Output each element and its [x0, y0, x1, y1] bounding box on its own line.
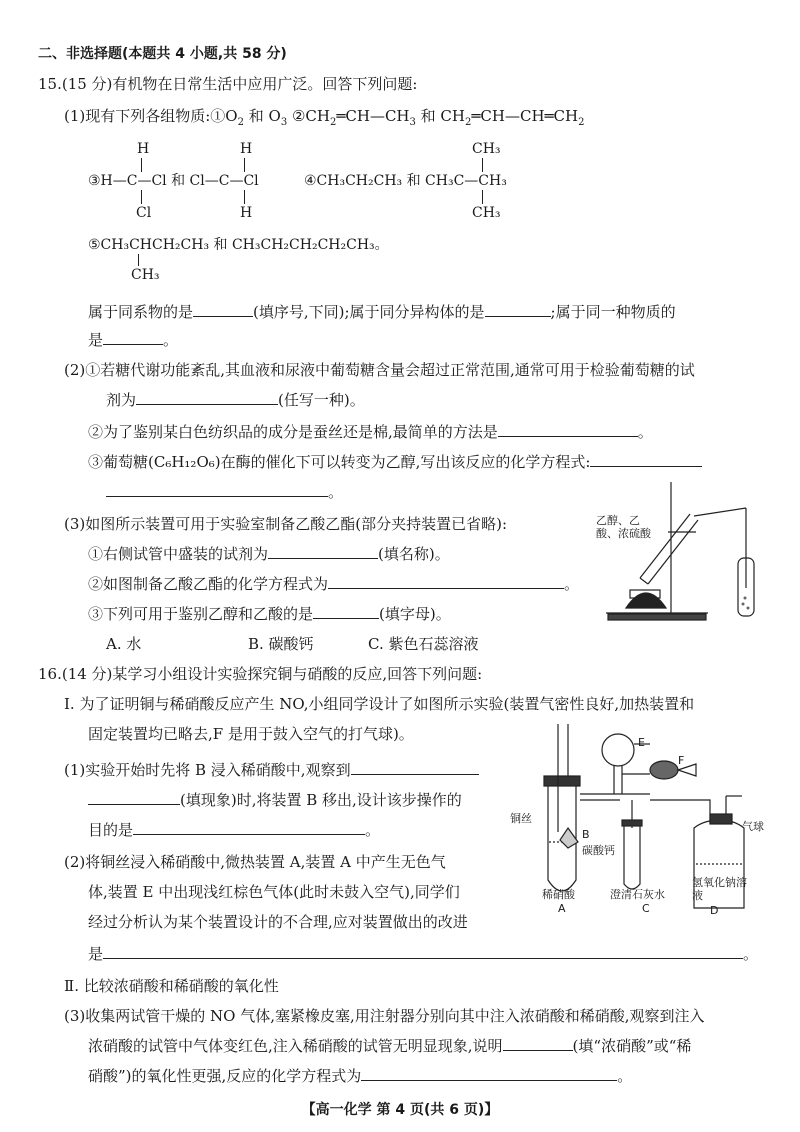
option-a: A. 水	[106, 635, 142, 653]
answer-blank[interactable]	[106, 482, 328, 497]
answer-blank[interactable]	[313, 604, 379, 619]
q15-p3-2: ②如图制备乙酸乙酯的化学方程式为 。	[88, 575, 580, 593]
option-b: B. 碳酸钙	[248, 635, 314, 653]
q16-p1-c: 目的是 。	[88, 821, 381, 839]
answer-blank[interactable]	[268, 544, 378, 559]
q15-p3-3: ③下列可用于鉴别乙醇和乙酸的是 (填字母)。	[88, 605, 451, 623]
copper-nitric-apparatus-figure: E F 铜丝 B 碳酸钙 气球 稀硝酸 A 澄清石灰水 C 氢氧化钠溶液 D	[510, 736, 764, 917]
q16-p3-a: (3)收集两试管干燥的 NO 气体,塞紧橡皮塞,用注射器分别向其中注入浓硝酸和稀硝酸,观察到注入	[64, 1007, 705, 1025]
answer-blank[interactable]	[103, 330, 163, 345]
q15-p3-1: ①右侧试管中盛装的试剂为 (填名称)。	[88, 545, 450, 563]
q16-I-a: Ⅰ. 为了证明铜与稀硝酸反应产生 NO,小组同学设计了如图所示实验(装置气密性良好,加热装置和	[64, 695, 695, 713]
answer-blank[interactable]	[133, 820, 365, 835]
answer-blank[interactable]	[361, 1066, 617, 1081]
ester-apparatus-figure: 乙醇、乙酸、浓硫酸	[596, 478, 776, 628]
answer-blank[interactable]	[590, 452, 702, 467]
q15-p2-1: (2)①若糖代谢功能紊乱,其血液和尿液中葡萄糖含量会超过正常范围,通常可用于检验葡萄糖的试	[64, 361, 695, 379]
q15-fill1-cont: 是 。	[88, 331, 179, 349]
answer-blank[interactable]	[485, 302, 551, 317]
q15-p2-3b: 。	[106, 482, 343, 502]
answer-blank[interactable]	[88, 790, 180, 805]
q15-fill1: 属于同系物的是 (填序号,下同);属于同分异构体的是 ;属于同一种物质的	[88, 303, 676, 321]
q15-p2-3: ③葡萄糖(C₆H₁₂O₆)在酶的催化下可以转变为乙醇,写出该反应的化学方程式:	[88, 452, 702, 472]
q16-p1-b: (填现象)时,将装置 B 移出,设计该步操作的	[88, 790, 462, 810]
q16-p2-a: (2)将铜丝浸入稀硝酸中,微热装置 A,装置 A 中产生无色气	[64, 853, 446, 871]
answer-blank[interactable]	[503, 1036, 573, 1051]
q15-p1-intro: (1)现有下列各组物质$:①O_2$ 和 $O_3$ $②CH_2═CH—CH_3$ 和 $CH_2═CH—CH═CH_2$	[64, 107, 585, 128]
answer-blank[interactable]	[498, 422, 638, 437]
q16-p3-b: 浓硝酸的试管中气体变红色,注入稀硝酸的试管无明显现象,说明 (填“浓硝酸”或“稀	[88, 1037, 692, 1055]
q16-I-b: 固定装置均已略去,F 是用于鼓入空气的打气球)。	[88, 725, 414, 743]
q16-II: Ⅱ. 比较浓硝酸和稀硝酸的氧化性	[64, 977, 279, 995]
answer-blank[interactable]	[351, 760, 479, 775]
q15-p3-intro: (3)如图所示装置可用于实验室制备乙酸乙酯(部分夹持装置已省略):	[64, 515, 508, 533]
q15-p2-2: ②为了鉴别某白色纺织品的成分是蚕丝还是棉,最简单的方法是 。	[88, 423, 653, 441]
q16-p2-b: 体,装置 E 中出现浅红棕色气体(此时未鼓入空气),同学们	[88, 883, 460, 901]
q15-p2-1b: 剂为 (任写一种)。	[106, 391, 365, 409]
answer-blank[interactable]	[136, 390, 278, 405]
q16-p2-c: 经过分析认为某个装置设计的不合理,应对装置做出的改进	[88, 913, 468, 931]
q16-p2-d: 是 。	[88, 945, 759, 963]
q16-p3-c: 硝酸”)的氧化性更强,反应的化学方程式为 。	[88, 1067, 633, 1085]
q15-stem: 15.(15 分)有机物在日常生活中应用广泛。回答下列问题:	[38, 75, 418, 93]
answer-blank[interactable]	[328, 574, 564, 589]
page-footer: 【高一化学 第 4 页(共 6 页)】	[301, 1102, 499, 1118]
option-c: C. 紫色石蕊溶液	[368, 635, 479, 653]
q16-stem: 16.(14 分)某学习小组设计实验探究铜与硝酸的反应,回答下列问题:	[38, 665, 483, 683]
answer-blank[interactable]	[193, 302, 253, 317]
q16-p1-a: (1)实验开始时先将 B 浸入稀硝酸中,观察到	[64, 760, 479, 780]
answer-blank[interactable]	[103, 944, 743, 959]
section-title: 二、非选择题(本题共 4 小题,共 58 分)	[38, 46, 287, 62]
